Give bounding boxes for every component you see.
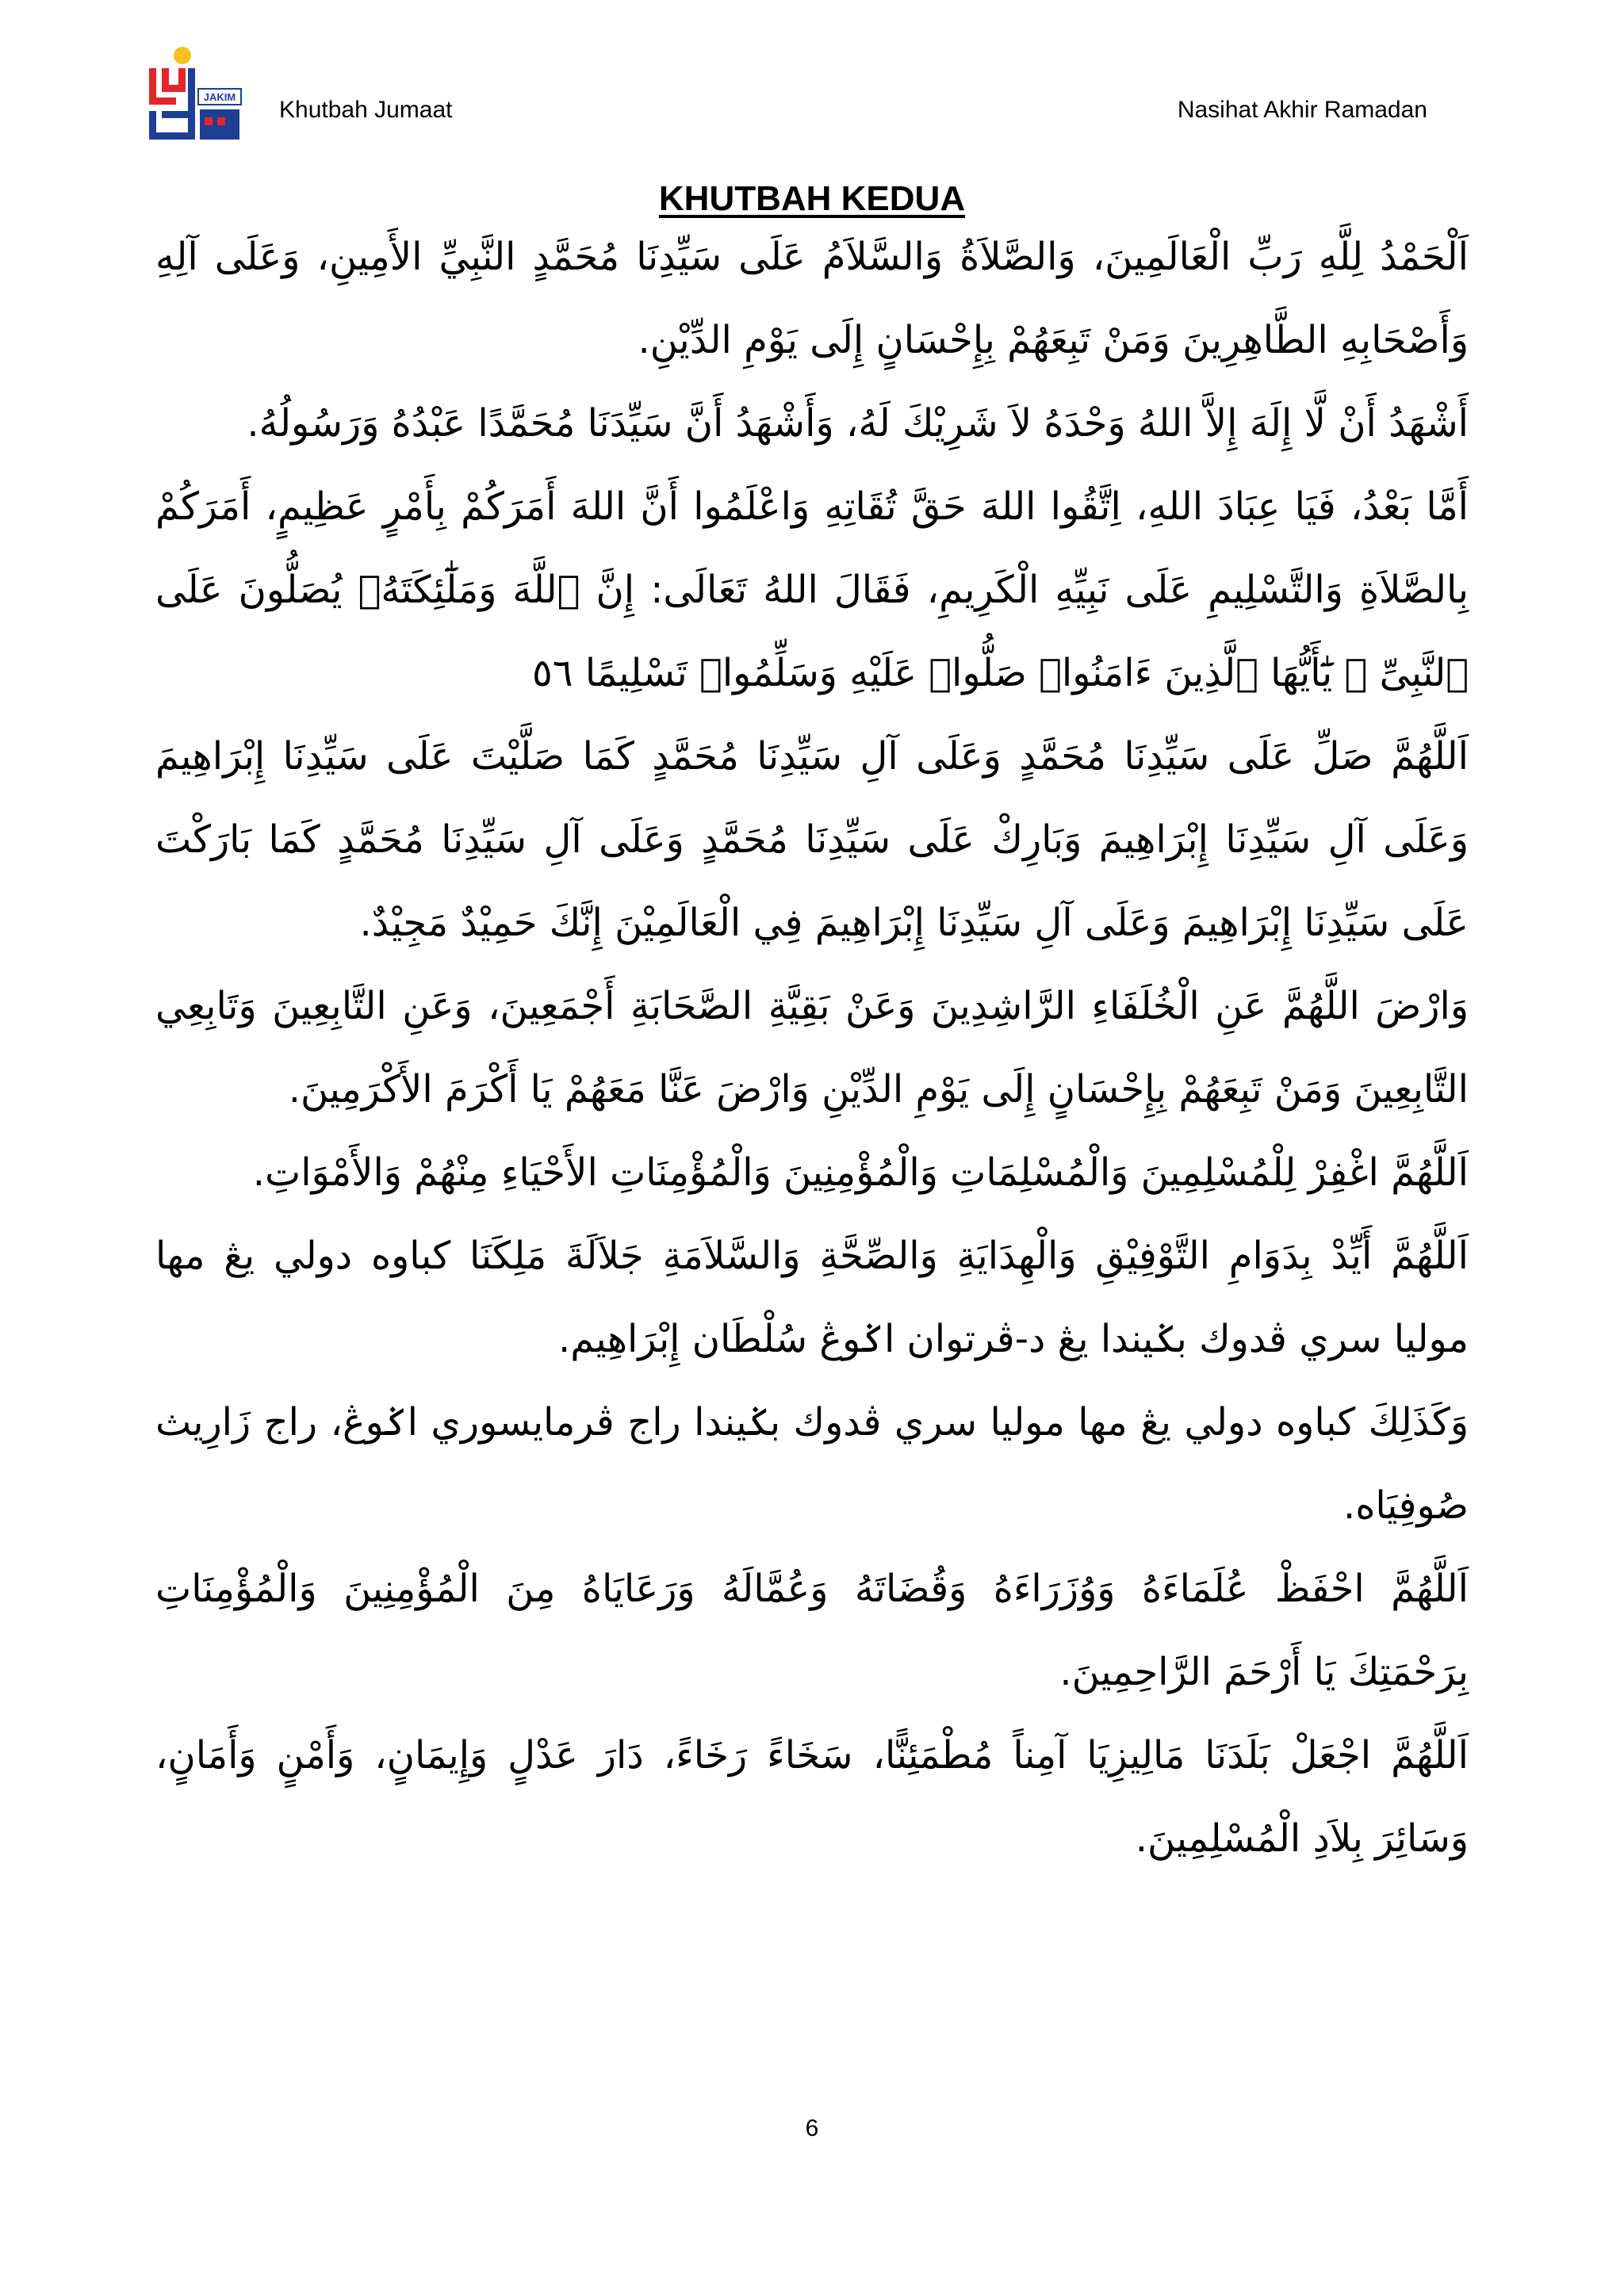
paragraph-doa-negara: اَللَّهُمَّ اجْعَلْ بَلَدَنَا مَالِيزِيَا آمِناً مُطْمَئِنًّا، سَخَاءً رَخَاءً، دَارَ عَدْلٍ وَإِيمَانٍ، وَأَمْنٍ وَأَمَانٍ، وَسَائِرَ بِلاَدِ الْمُسْلِمِينَ. bbox=[155, 1733, 1469, 1861]
paragraph-doa-ulama: اَللَّهُمَّ احْفَظْ عُلَمَاءَهُ وَوُزَرَاءَهُ وَقُضَاتَهُ وَعُمَّالَهُ وَرَعَايَاهُ مِنَ الْمُؤْمِنِينَ وَالْمُؤْمِنَاتِ بِرَحْمَتِكَ يَا أَرْحَمَ الرَّاحِمِينَ. bbox=[155, 1567, 1469, 1694]
paragraph-amma-badu: أَمَّا بَعْدُ، فَيَا عِبَادَ اللهِ، اِتَّقُوا اللهَ حَقَّ تُقَاتِهِ وَاعْلَمُوا أَنَّ اللهَ أَمَرَكُمْ بِأَمْرٍ عَظِيمٍ، أَمَرَكُمْ بِالصَّلاَةِ وَالتَّسْلِيمِ عَلَى نَبِيِّهِ الْكَرِيمِ، فَقَالَ اللهُ تَعَالَى: إِنَّ ٱللَّهَ وَمَلَٰٓئِكَتَهُۥ يُصَلُّونَ عَلَى ٱلنَّبِىِّ ۚ يَٰٓأَيُّهَا ٱلَّذِينَ ءَامَنُوا۟ صَلُّوا۟ عَلَيْهِ وَسَلِّمُوا۟ تَسْلِيمًا ٥٦ bbox=[155, 484, 1469, 695]
logo-sun-icon bbox=[174, 47, 191, 64]
khutbah-body bbox=[155, 216, 1469, 1881]
paragraph-maghfirah: اَللَّهُمَّ اغْفِرْ لِلْمُسْلِمِينَ وَالْمُسْلِمَاتِ وَالْمُؤْمِنِينَ وَالْمُؤْمِنَاتِ الأَحْيَاءِ مِنْهُمْ وَالأَمْوَاتِ. bbox=[252, 1150, 1469, 1195]
logo-label: JAKIM bbox=[203, 91, 236, 103]
page-number: 6 bbox=[805, 2115, 819, 2141]
header-right-label: Nasihat Akhir Ramadan bbox=[1177, 97, 1427, 123]
header-left-label: Khutbah Jumaat bbox=[279, 97, 453, 123]
paragraph-salawat: اَللَّهُمَّ صَلِّ عَلَى سَيِّدِنَا مُحَمَّدٍ وَعَلَى آلِ سَيِّدِنَا مُحَمَّدٍ كَمَا صَلَّيْتَ عَلَى سَيِّدِنَا إِبْرَاهِيمَ وَعَلَى آلِ سَيِّدِنَا إِبْرَاهِيمَ وَبَارِكْ عَلَى سَيِّدِنَا مُحَمَّدٍ وَعَلَى آلِ سَيِّدِنَا مُحَمَّدٍ كَمَا بَارَكْتَ عَلَى سَيِّدِنَا إِبْرَاهِيمَ وَعَلَى آلِ سَيِّدِنَا إِبْرَاهِيمَ فِي الْعَالَمِيْنَ إِنَّكَ حَمِيْدٌ مَجِيْدٌ. bbox=[155, 734, 1469, 945]
paragraph-opening: اَلْحَمْدُ لِلَّهِ رَبِّ الْعَالَمِينَ، وَالصَّلاَةُ وَالسَّلاَمُ عَلَى سَيِّدِنَا مُحَمَّدٍ النَّبِيِّ الأَمِينِ، وَعَلَى آلِهِ وَأَصْحَابِهِ الطَّاهِرِينَ وَمَنْ تَبِعَهُمْ بِإِحْسَانٍ إِلَى يَوْمِ الدِّيْنِ. bbox=[155, 235, 1469, 362]
paragraph-shahadah: أَشْهَدُ أَنْ لَّا إِلَهَ إِلاَّ اللهُ وَحْدَهُ لاَ شَرِيْكَ لَهُ، وَأَشْهَدُ أَنَّ سَيِّدَنَا مُحَمَّدًا عَبْدُهُ وَرَسُولُهُ. bbox=[247, 401, 1469, 446]
paragraph-doa-permaisuri: وَكَذَلِكَ كباوه دولي يڠ مها موليا سري ڤدوك بݢيندا راج ڤرمايسوري اݢوڠ، راج زَارِيث صُوفِيَاه. bbox=[155, 1400, 1469, 1528]
jakim-logo bbox=[144, 44, 252, 144]
paragraph-radhiya: وَارْضَ اللَّهُمَّ عَنِ الْخُلَفَاءِ الرَّاشِدِينَ وَعَنْ بَقِيَّةِ الصَّحَابَةِ أَجْمَعِينَ، وَعَنِ التَّابِعِينَ وَتَابِعِي التَّابِعِينَ وَمَنْ تَبِعَهُمْ بِإِحْسَانٍ إِلَى يَوْمِ الدِّيْنِ وَارْضَ عَنَّا مَعَهُمْ يَا أَكْرَمَ الأَكْرَمِينَ. bbox=[155, 984, 1469, 1112]
page-title: KHUTBAH KEDUA bbox=[658, 179, 966, 218]
paragraph-doa-agong: اَللَّهُمَّ أَيِّدْ بِدَوَامِ التَّوْفِيْقِ وَالْهِدَايَةِ وَالصِّحَّةِ وَالسَّلاَمَةِ جَلاَلَةَ مَلِكَنَا كباوه دولي يڠ مها موليا سري ڤدوك بݢيندا يڠ د-ڤرتوان اݢوڠ سُلْطَان إِبْرَاهِيم. bbox=[155, 1234, 1469, 1361]
